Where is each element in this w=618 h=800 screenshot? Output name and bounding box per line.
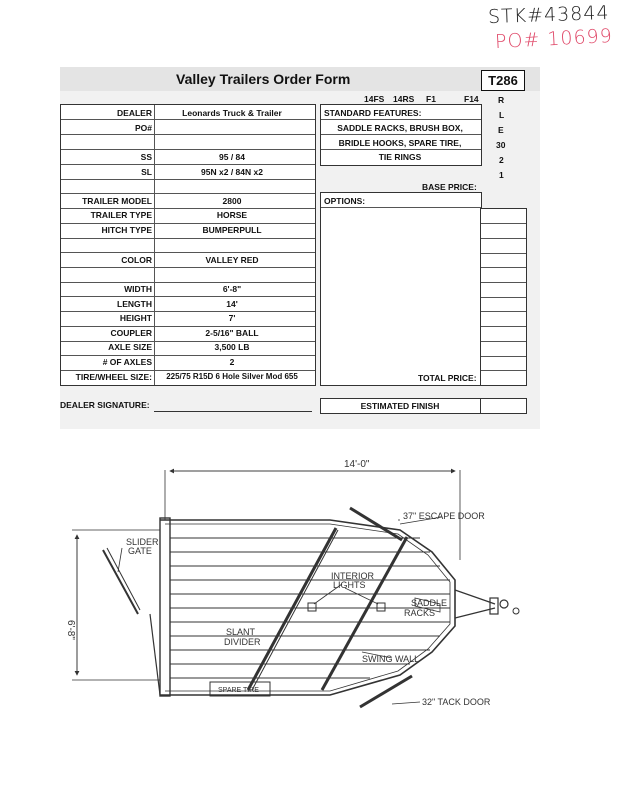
- right-code-1: 1: [499, 170, 504, 180]
- width-value: 6'-8": [222, 284, 242, 294]
- form-code: T286: [481, 70, 525, 91]
- trailer-model-value: 2800: [222, 196, 242, 206]
- po-number-handwritten: PO# 10699: [494, 24, 614, 54]
- sl-value: 95N x2 / 84N x2: [201, 167, 263, 177]
- spare-tire-label: SPARE TIRE: [218, 687, 259, 694]
- length-label: LENGTH: [117, 299, 152, 309]
- estimated-finish-label: ESTIMATED FINISH: [360, 401, 440, 411]
- hitch-type-value: BUMPERPULL: [202, 225, 262, 235]
- po-label: PO#: [134, 123, 152, 133]
- total-price-label: TOTAL PRICE:: [418, 373, 477, 383]
- standard-features-line: SADDLE RACKS, BRUSH BOX,: [337, 123, 463, 133]
- right-code-30: 30: [496, 140, 506, 150]
- escape-door-label: 37" ESCAPE DOOR: [403, 511, 485, 521]
- dealer-value: Leonards Truck & Trailer: [182, 108, 282, 118]
- axle-size-value: 3,500 LB: [214, 342, 250, 352]
- saddle-racks-label: SADDLE: [411, 598, 448, 608]
- hitch-type-label: HITCH TYPE: [101, 225, 152, 235]
- stock-number-handwritten: STK#43844: [487, 1, 610, 29]
- right-code-e: E: [498, 125, 504, 135]
- height-value: 7': [228, 313, 236, 323]
- estimated-finish-value: [480, 398, 527, 414]
- width-dimension-label: 6'-8": [65, 620, 76, 640]
- num-axles-label: # OF AXLES: [102, 357, 152, 367]
- tire-wheel-value: 225/75 R15D 6 Hole Silver Mod 655: [166, 372, 298, 381]
- trailer-model-label: TRAILER MODEL: [82, 196, 152, 206]
- axle-size-label: AXLE SIZE: [108, 342, 152, 352]
- options-price-column: [480, 208, 527, 386]
- slant-divider-label: DIVIDER: [224, 637, 261, 647]
- right-code-2: 2: [499, 155, 504, 165]
- num-axles-value: 2: [229, 357, 235, 367]
- standard-features-title: STANDARD FEATURES:: [324, 108, 422, 118]
- length-dimension-label: 14'-0": [344, 459, 370, 470]
- saddle-racks-label: RACKS: [404, 608, 436, 618]
- standard-features-line: TIE RINGS: [378, 152, 422, 162]
- ss-label: SS: [140, 152, 152, 162]
- code-14rs: 14RS: [393, 94, 415, 104]
- width-label: WIDTH: [124, 284, 152, 294]
- standard-features-line: BRIDLE HOOKS, SPARE TIRE,: [338, 138, 462, 148]
- trailer-type-value: HORSE: [216, 210, 248, 220]
- tire-wheel-label: TIRE/WHEEL SIZE:: [75, 372, 152, 382]
- slider-gate-label: SLIDER: [126, 537, 159, 547]
- options-label: OPTIONS:: [324, 196, 366, 206]
- height-label: HEIGHT: [119, 313, 152, 323]
- right-code-l: L: [499, 110, 505, 120]
- right-code-r: R: [498, 95, 505, 105]
- color-value: VALLEY RED: [205, 255, 259, 265]
- trailer-type-label: TRAILER TYPE: [90, 210, 152, 220]
- ss-value: 95 / 84: [219, 152, 245, 162]
- dealer-signature-line: [154, 411, 312, 412]
- length-value: 14': [226, 299, 238, 309]
- interior-lights-label: INTERIOR: [331, 571, 375, 581]
- base-price-label: BASE PRICE:: [422, 182, 477, 192]
- code-f1: F1: [426, 94, 436, 104]
- options-box: [320, 192, 482, 386]
- color-label: COLOR: [121, 255, 152, 265]
- tack-door-label: 32" TACK DOOR: [422, 697, 491, 707]
- coupler-label: COUPLER: [110, 328, 152, 338]
- slider-gate-label: GATE: [128, 546, 152, 556]
- swing-wall-label: SWING WALL: [362, 654, 420, 664]
- dealer-label: DEALER: [117, 108, 152, 118]
- code-f14: F14: [464, 94, 479, 104]
- coupler-value: 2-5/16" BALL: [205, 328, 259, 338]
- interior-lights-label: LIGHTS: [333, 580, 366, 590]
- dealer-signature-label: DEALER SIGNATURE:: [60, 400, 150, 410]
- slant-divider-label: SLANT: [226, 627, 256, 637]
- sl-label: SL: [141, 167, 152, 177]
- code-14fs: 14FS: [364, 94, 385, 104]
- form-title: Valley Trailers Order Form: [176, 71, 351, 87]
